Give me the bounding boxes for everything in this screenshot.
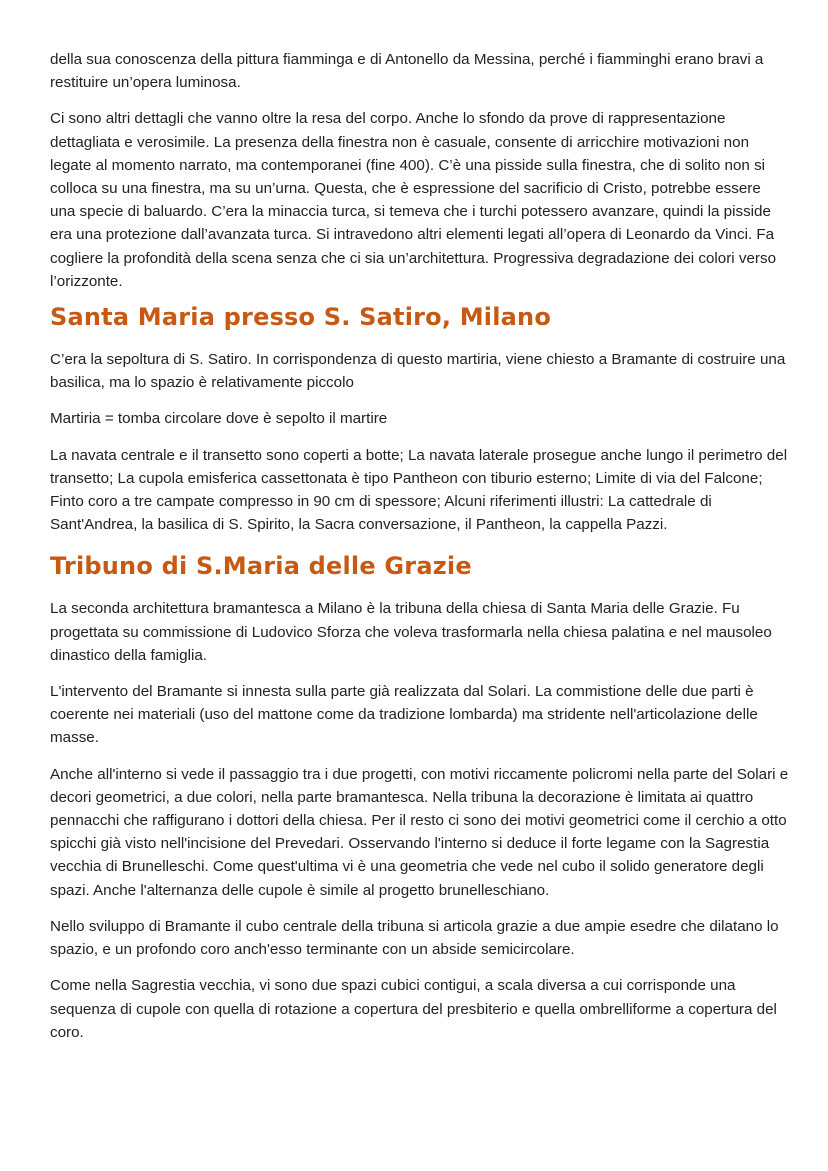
intro-paragraph-2: Ci sono altri dettagli che vanno oltre la resa del corpo. Anche lo sfondo da prove di rappresentazione dettagliata e verosimile. La presenza della finestra non è casuale, consente di arricchire motivazioni non legate al momento narrato, ma contemporanei (fine 400). C’è una pisside sulla finestra, che di solito non si colloca su una finestra, ma su un’urna. Questa, che è espressione del sacrificio di Cristo, potrebbe essere una specie di baluardo. C’era la minaccia turca, si temeva che i turchi potessero avanzare, quindi la pisside era una protezione dall’avanzata turca. Si intravedono altri elementi legati all’opera di Leonardo da Vinci. Fa cogliere la profondità della scena senza che ci sia un’architettura. Progressiva degradazione dei colori verso l’orizzonte. [50, 110, 777, 290]
grazie-paragraph-2: L'intervento del Bramante si innesta sulla parte già realizzata dal Solari. La commistione delle due parti è coerente nei materiali (uso del mattone come da tradizione lombarda) ma stridente nell'articolazione delle masse. [50, 683, 758, 747]
satiro-paragraph-1: C’era la sepoltura di S. Satiro. In corrispondenza di questo martiria, viene chiesto a Bramante di costruire una basilica, ma lo spazio è relativamente piccolo [50, 351, 786, 392]
grazie-paragraph-5: Come nella Sagrestia vecchia, vi sono due spazi cubici contigui, a scala diversa a cui corrisponde una sequenza di cupole con quella di rotazione a copertura del presbiterio e quella ombrelliforme a copertura del coro. [50, 977, 777, 1041]
satiro-paragraph-2: Martiria = tomba circolare dove è sepolto il martire [50, 410, 388, 428]
grazie-paragraph-1: La seconda architettura bramantesca a Milano è la tribuna della chiesa di Santa Maria delle Grazie. Fu progettata su commissione di Ludovico Sforza che voleva trasformarla nella chiesa palatina e nel mausoleo dinastico della famiglia. [50, 600, 772, 664]
document-page [50, 48, 790, 1057]
section-heading-santa-maria-presso-s-satiro: Santa Maria presso S. Satiro, Milano [50, 303, 552, 332]
satiro-paragraph-3: La navata centrale e il transetto sono coperti a botte; La navata laterale prosegue anche lungo il perimetro del transetto; La cupola emisferica cassettonata è tipo Pantheon con tiburio esterno; Limite di via del Falcone; Finto coro a tre campate compresso in 90 cm di spessore; Alcuni riferimenti illustri: La cattedrale di Sant'Andrea, la basilica di S. Spirito, la Sacra conversazione, il Pantheon, la cappella Pazzi. [50, 446, 788, 534]
section-heading-tribuno-s-maria-delle-grazie: Tribuno di S.Maria delle Grazie [50, 552, 472, 581]
grazie-paragraph-3: Anche all'interno si vede il passaggio tra i due progetti, con motivi riccamente policromi nella parte del Solari e decori geometrici, a due colori, nella parte bramantesca. Nella tribuna la decorazione è limitata ai quattro pennacchi che raffigurano i dottori della chiesa. Per il resto ci sono dei motivi geometrici come il cerchio a otto spicchi già visto nell'incisione del Prevedari. Osservando l'interno si deduce il forte legame con la Sagrestia vecchia di Brunelleschi. Come quest'ultima vi è una geometria che vede nel cubo il solido generatore degli spazi. Anche l'alternanza delle cupole è simile al progetto brunelleschiano. [50, 765, 789, 899]
grazie-paragraph-4: Nello sviluppo di Bramante il cubo centrale della tribuna si articola grazie a due ampie esedre che dilatano lo spazio, e un profondo coro anch'esso terminante con un abside semicircolare. [50, 917, 779, 959]
intro-paragraph-1: della sua conoscenza della pittura fiamminga e di Antonello da Messina, perché i fiamminghi erano bravi a restituire un’opera luminosa. [50, 51, 764, 92]
